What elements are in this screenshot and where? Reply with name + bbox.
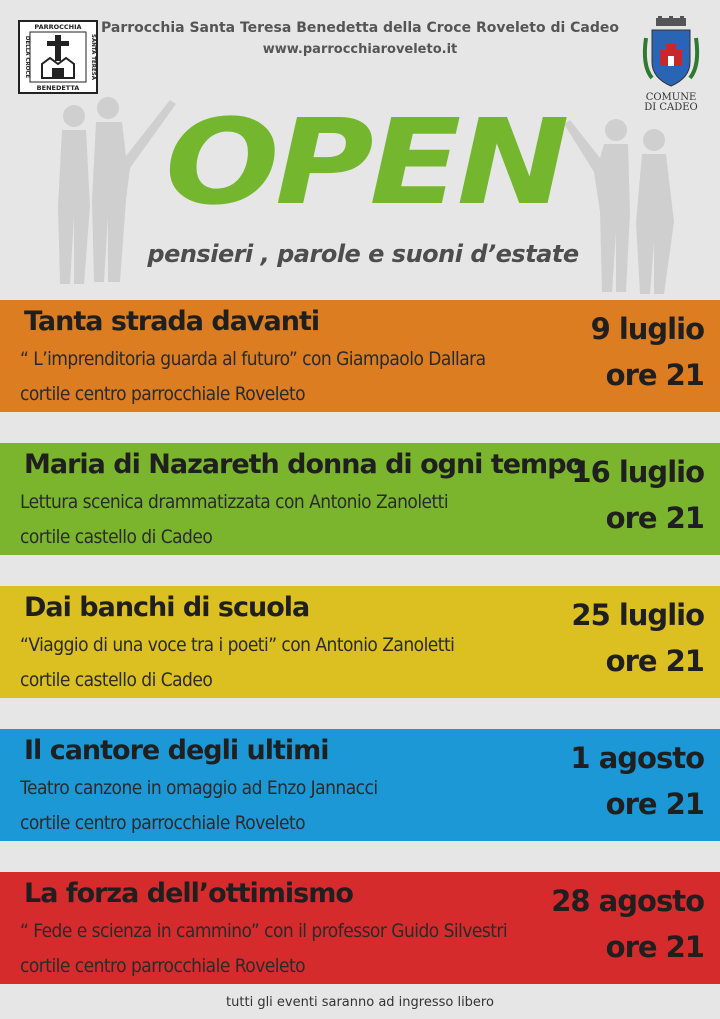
people-silhouette-right [560, 112, 690, 298]
event-date: 9 luglio [590, 312, 704, 346]
event-place: cortile centro parrocchiale Roveleto [20, 955, 306, 977]
open-title [155, 103, 575, 213]
event-description: “ Fede e scienza in cammino” con il professor Guido Silvestri [20, 920, 508, 942]
footer-note: tutti gli eventi saranno ad ingresso libero [226, 995, 494, 1010]
event-card [0, 729, 720, 841]
event-place: cortile centro parrocchiale Roveleto [20, 812, 306, 834]
event-title: La forza dell’ottimismo [24, 878, 353, 909]
event-card [0, 300, 720, 412]
parish-logo-left: DELLA CROCE [24, 35, 30, 79]
open-title-text: OPEN [165, 103, 568, 213]
event-description: “ L’imprenditoria guarda al futuro” con Giampaolo Dallara [20, 348, 486, 370]
event-title: Dai banchi di scuola [24, 592, 310, 623]
parish-logo [18, 20, 98, 94]
comune-label-line2: DI CADEO [644, 102, 698, 112]
event-description: “Viaggio di una voce tra i poeti” con Antonio Zanoletti [20, 634, 455, 656]
event-card [0, 443, 720, 555]
website-link[interactable]: www.parrocchiaroveleto.it [262, 42, 458, 57]
subtitle: pensieri , parole e suoni d’estate [147, 240, 579, 268]
parish-logo-right: SANTA TERESA [90, 33, 96, 81]
event-place: cortile castello di Cadeo [20, 526, 213, 548]
comune-label-line1: COMUNE [645, 92, 697, 103]
event-card [0, 586, 720, 698]
event-place: cortile castello di Cadeo [20, 669, 213, 691]
event-time: ore 21 [605, 787, 704, 821]
event-place: cortile centro parrocchiale Roveleto [20, 383, 306, 405]
event-time: ore 21 [605, 930, 704, 964]
comune-logo [638, 16, 704, 112]
event-time: ore 21 [605, 501, 704, 535]
event-time: ore 21 [605, 358, 704, 392]
event-description: Lettura scenica drammatizzata con Antonio Zanoletti [20, 491, 449, 513]
event-card [0, 872, 720, 984]
parish-logo-top: PARROCCHIA [34, 23, 82, 31]
parish-logo-bottom: BENEDETTA [36, 84, 80, 92]
event-date: 28 agosto [551, 884, 704, 918]
event-date: 25 luglio [571, 598, 704, 632]
event-title: Maria di Nazareth donna di ogni tempo [24, 449, 584, 480]
event-description: Teatro canzone in omaggio ad Enzo Jannacci [20, 777, 378, 799]
event-date: 1 agosto [570, 741, 704, 775]
event-title: Il cantore degli ultimi [24, 735, 329, 766]
event-date: 16 luglio [571, 455, 704, 489]
organization-name: Parrocchia Santa Teresa Benedetta della Croce Roveleto di Cadeo [101, 20, 619, 36]
event-title: Tanta strada davanti [24, 306, 320, 337]
coat-of-arms-icon [645, 16, 697, 86]
event-time: ore 21 [605, 644, 704, 678]
